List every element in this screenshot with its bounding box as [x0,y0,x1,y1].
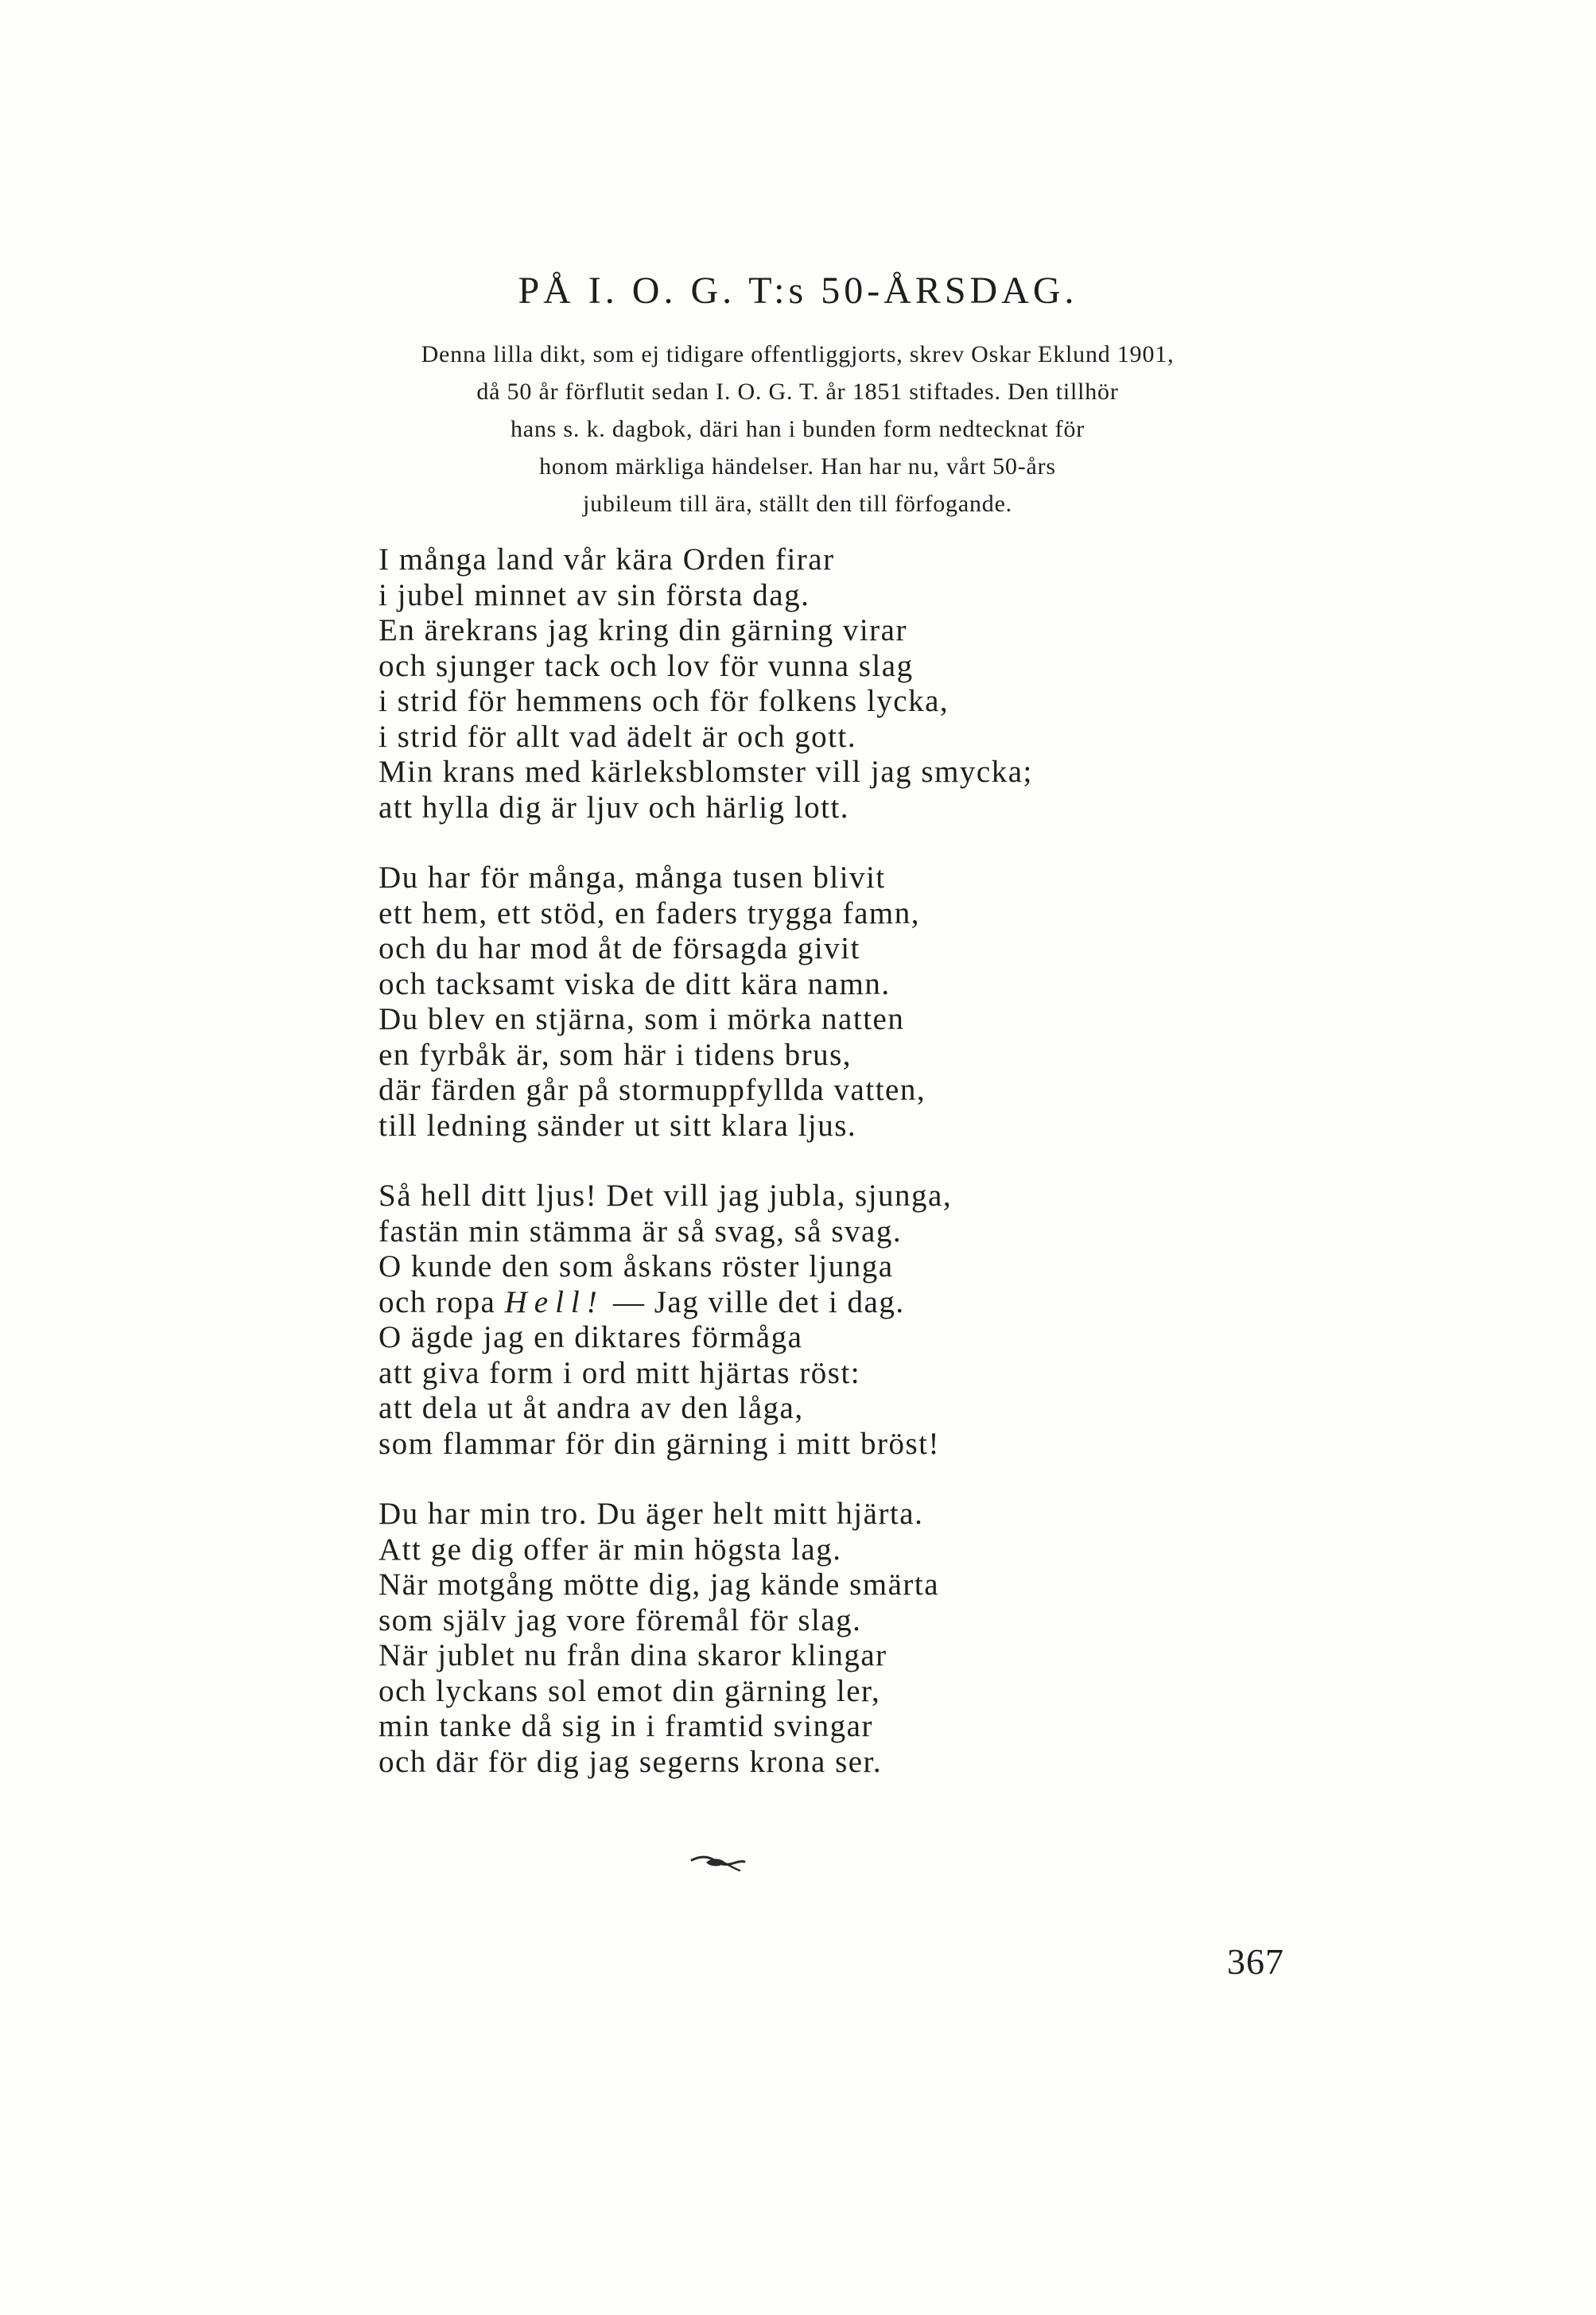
intro-line: jubileum till ära, ställt den till förfogande. [582,491,1012,517]
verse-line: O ägde jag en diktares förmåga [379,1320,803,1354]
poem-title: PÅ I. O. G. T:s 50-ÅRSDAG. [518,270,1078,312]
verse-line: och du har mod åt de försagda givit [379,931,860,965]
verse-line: min tanke då sig in i framtid svingar [379,1709,873,1743]
verse-line: och sjunger tack och lov för vunna slag [379,648,914,683]
verse-line: ett hem, ett stöd, en faders trygga famn, [379,895,920,930]
verse-line [379,1285,1033,1321]
fleuron-ornament-icon [690,1853,746,1872]
intro-line: då 50 år förflutit sedan I. O. G. T. år 1851 stiftades. Den tillhör [476,379,1119,405]
page-number: 367 [1227,1941,1284,1982]
verse-line-start: och ropa [379,1284,505,1319]
verse-line: När jublet nu från dina skaror klingar [379,1638,887,1672]
verse-line: Du blev en stjärna, som i mörka natten [379,1002,905,1036]
verse-line: I många land vår kära Orden firar [379,542,835,577]
verse-line: att giva form i ord mitt hjärtas röst: [379,1355,861,1390]
verse-line: i strid för hemmens och för folkens lycka, [379,684,949,718]
hell-word: Hell! [504,1284,604,1319]
intro-note [239,336,1357,522]
intro-line: hans s. k. dagbok, däri han i bunden form nedtecknat för [510,416,1085,442]
stanza-1 [379,542,1033,825]
intro-line: honom märkliga händelser. Han har nu, vårt 50-års [539,453,1056,480]
verse-line: Så hell ditt ljus! Det vill jag jubla, sjunga, [379,1179,953,1213]
verse-line: Du har min tro. Du äger helt mitt hjärta. [379,1497,924,1531]
stanza-4 [379,1497,1033,1780]
verse-line: och tacksamt viska de ditt kära namn. [379,966,891,1001]
verse-line: att hylla dig är ljuv och härlig lott. [379,790,850,825]
poem-body [379,542,1033,1815]
stanza-3 [379,1179,1033,1462]
verse-line: där färden går på stormuppfyllda vatten, [379,1073,926,1107]
verse-line: att dela ut åt andra av den låga, [379,1391,804,1425]
verse-line: fastän min stämma är så svag, så svag. [379,1214,903,1249]
verse-line: När motgång mötte dig, jag kände smärta [379,1567,940,1602]
verse-line: som flammar för din gärning i mitt bröst! [379,1426,940,1461]
verse-line: som själv jag vore föremål för slag. [379,1602,862,1637]
verse-line: i strid för allt vad ädelt är och gott. [379,719,857,754]
verse-line: Att ge dig offer är min högsta lag. [379,1532,842,1567]
stanza-2 [379,860,1033,1144]
verse-line: och där för dig jag segerns krona ser. [379,1744,883,1779]
verse-line: till ledning sänder ut sitt klara ljus. [379,1108,857,1143]
verse-line: i jubel minnet av sin första dag. [379,577,810,612]
verse-line-end: — Jag ville det i dag. [604,1284,905,1319]
verse-line: Du har för många, många tusen blivit [379,860,886,895]
verse-line: En ärekrans jag kring din gärning virar [379,613,907,647]
verse-line: Min krans med kärleksblomster vill jag smycka; [379,755,1033,789]
verse-line: en fyrbåk är, som här i tidens brus, [379,1037,852,1072]
verse-line: O kunde den som åskans röster ljunga [379,1249,894,1284]
intro-line: Denna lilla dikt, som ej tidigare offentliggjorts, skrev Oskar Eklund 1901, [421,341,1175,367]
verse-line: och lyckans sol emot din gärning ler, [379,1673,881,1708]
